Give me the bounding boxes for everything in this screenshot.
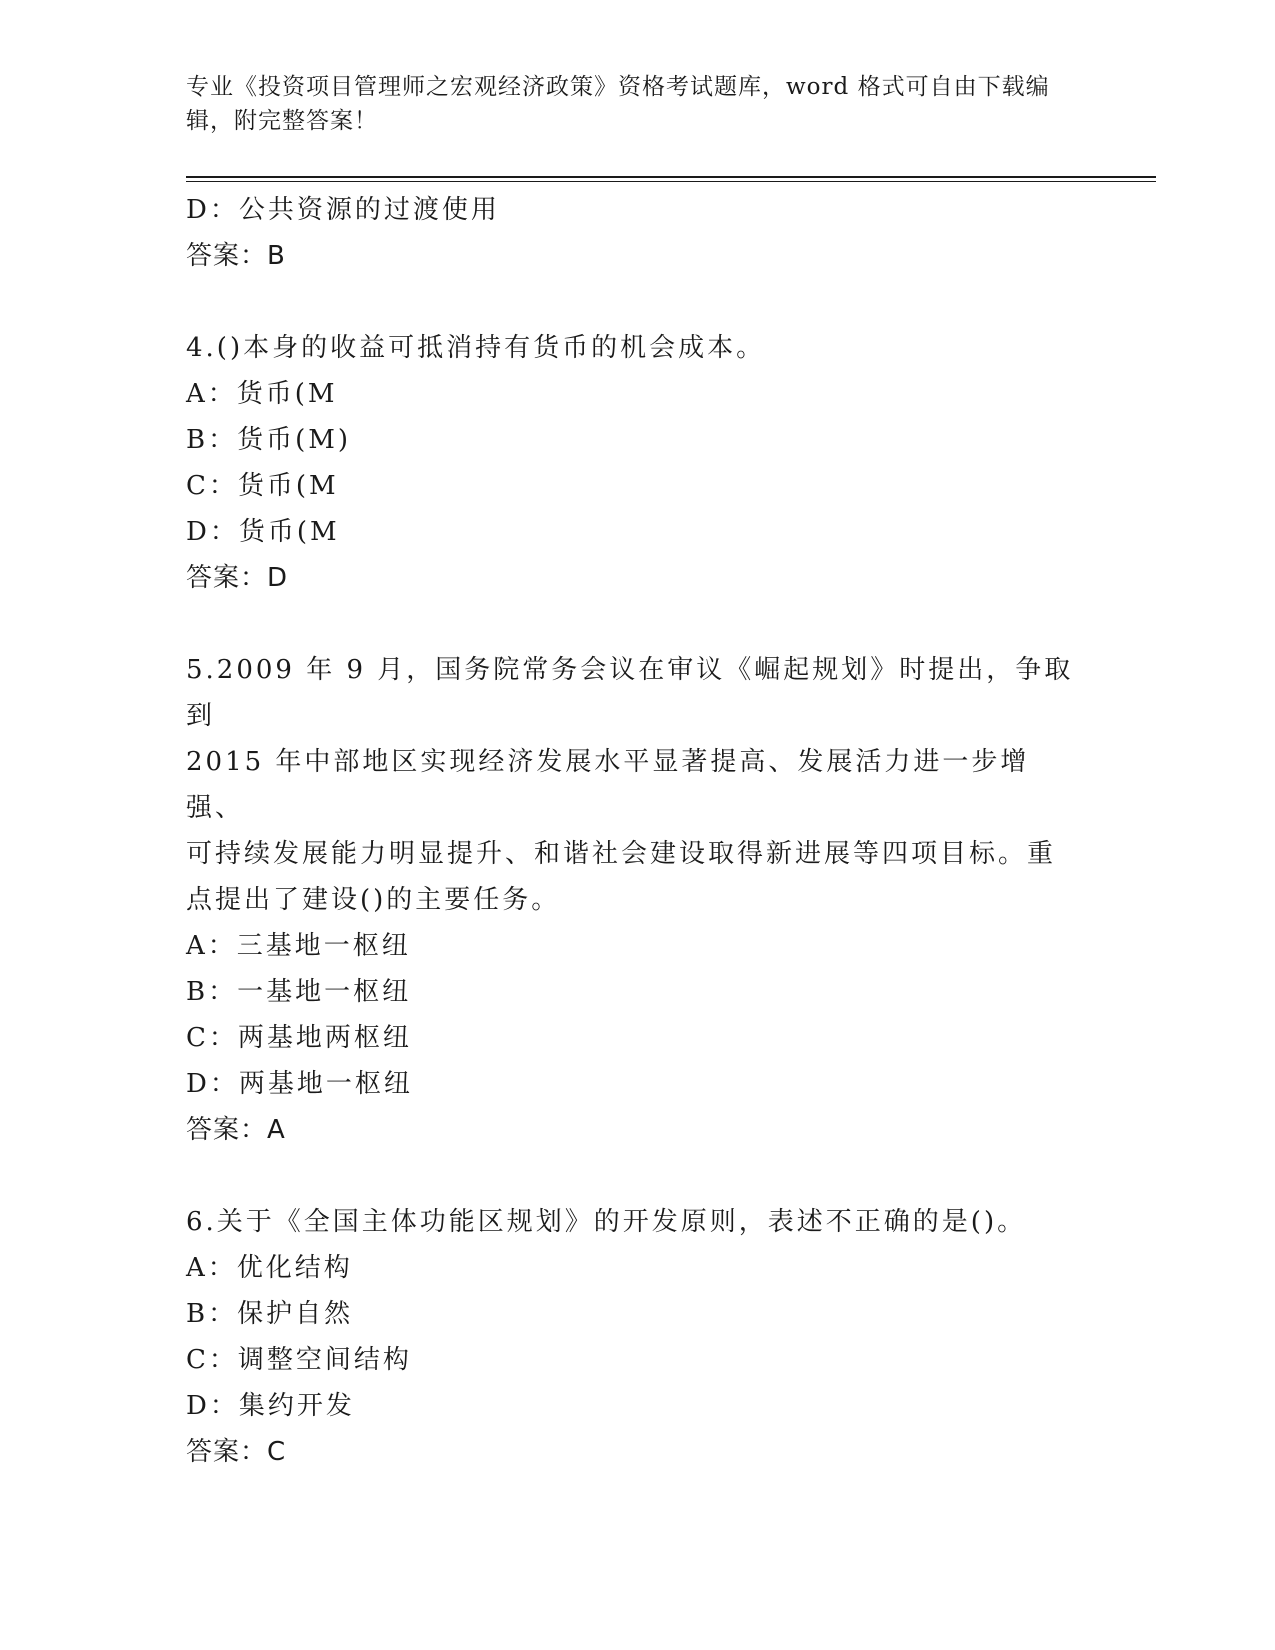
question-stem-line-2: 2015 年中部地区实现经济发展水平显著提高、发展活力进一步增强、 [186, 747, 1030, 823]
header-divider-thin [186, 181, 1156, 182]
question-stem: 6.关于《全国主体功能区规划》的开发原则，表述不正确的是()。 [186, 1207, 1027, 1237]
answer-line: 答案：A [186, 1115, 286, 1145]
header-divider-thick [186, 176, 1156, 178]
question-list [186, 187, 1086, 1475]
answer-line: 答案：D [186, 563, 289, 593]
option-a: A：优化结构 [186, 1253, 353, 1283]
header-text-line-2: 辑，附完整答案！ [186, 108, 378, 134]
option-b: B：保护自然 [186, 1299, 354, 1329]
option-d: D：两基地一枢纽 [186, 1069, 413, 1099]
option-d: D：集约开发 [186, 1391, 355, 1421]
question-4 [186, 325, 1086, 601]
question-stem: 4.()本身的收益可抵消持有货币的机会成本。 [186, 333, 766, 363]
answer-line: 答案：C [186, 1437, 287, 1467]
header-text-line-1: 专业《投资项目管理师之宏观经济政策》资格考试题库，word 格式可自由下载编 [186, 74, 1050, 100]
question-5 [186, 647, 1086, 1153]
option-a: A：货币(M [186, 379, 338, 409]
question-stem-line-4: 点提出了建设()的主要任务。 [186, 885, 561, 915]
option-b: B：一基地一枢纽 [186, 977, 412, 1007]
question-stem-line-3: 可持续发展能力明显提升、和谐社会建设取得新进展等四项目标。重 [186, 839, 1057, 869]
option-d: D：公共资源的过渡使用 [186, 195, 500, 225]
question-6 [186, 1199, 1086, 1475]
option-a: A：三基地一枢纽 [186, 931, 411, 961]
option-c: C：货币(M [186, 471, 339, 501]
option-b: B：货币(M) [186, 425, 352, 455]
answer-line: 答案：B [186, 241, 286, 271]
question-3-tail [186, 187, 1086, 279]
option-c: C：两基地两枢纽 [186, 1023, 412, 1053]
page-header [186, 70, 1066, 138]
question-stem-line-1: 5.2009 年 9 月，国务院常务会议在审议《崛起规划》时提出，争取到 [186, 655, 1074, 731]
option-c: C：调整空间结构 [186, 1345, 412, 1375]
option-d: D：货币(M [186, 517, 340, 547]
